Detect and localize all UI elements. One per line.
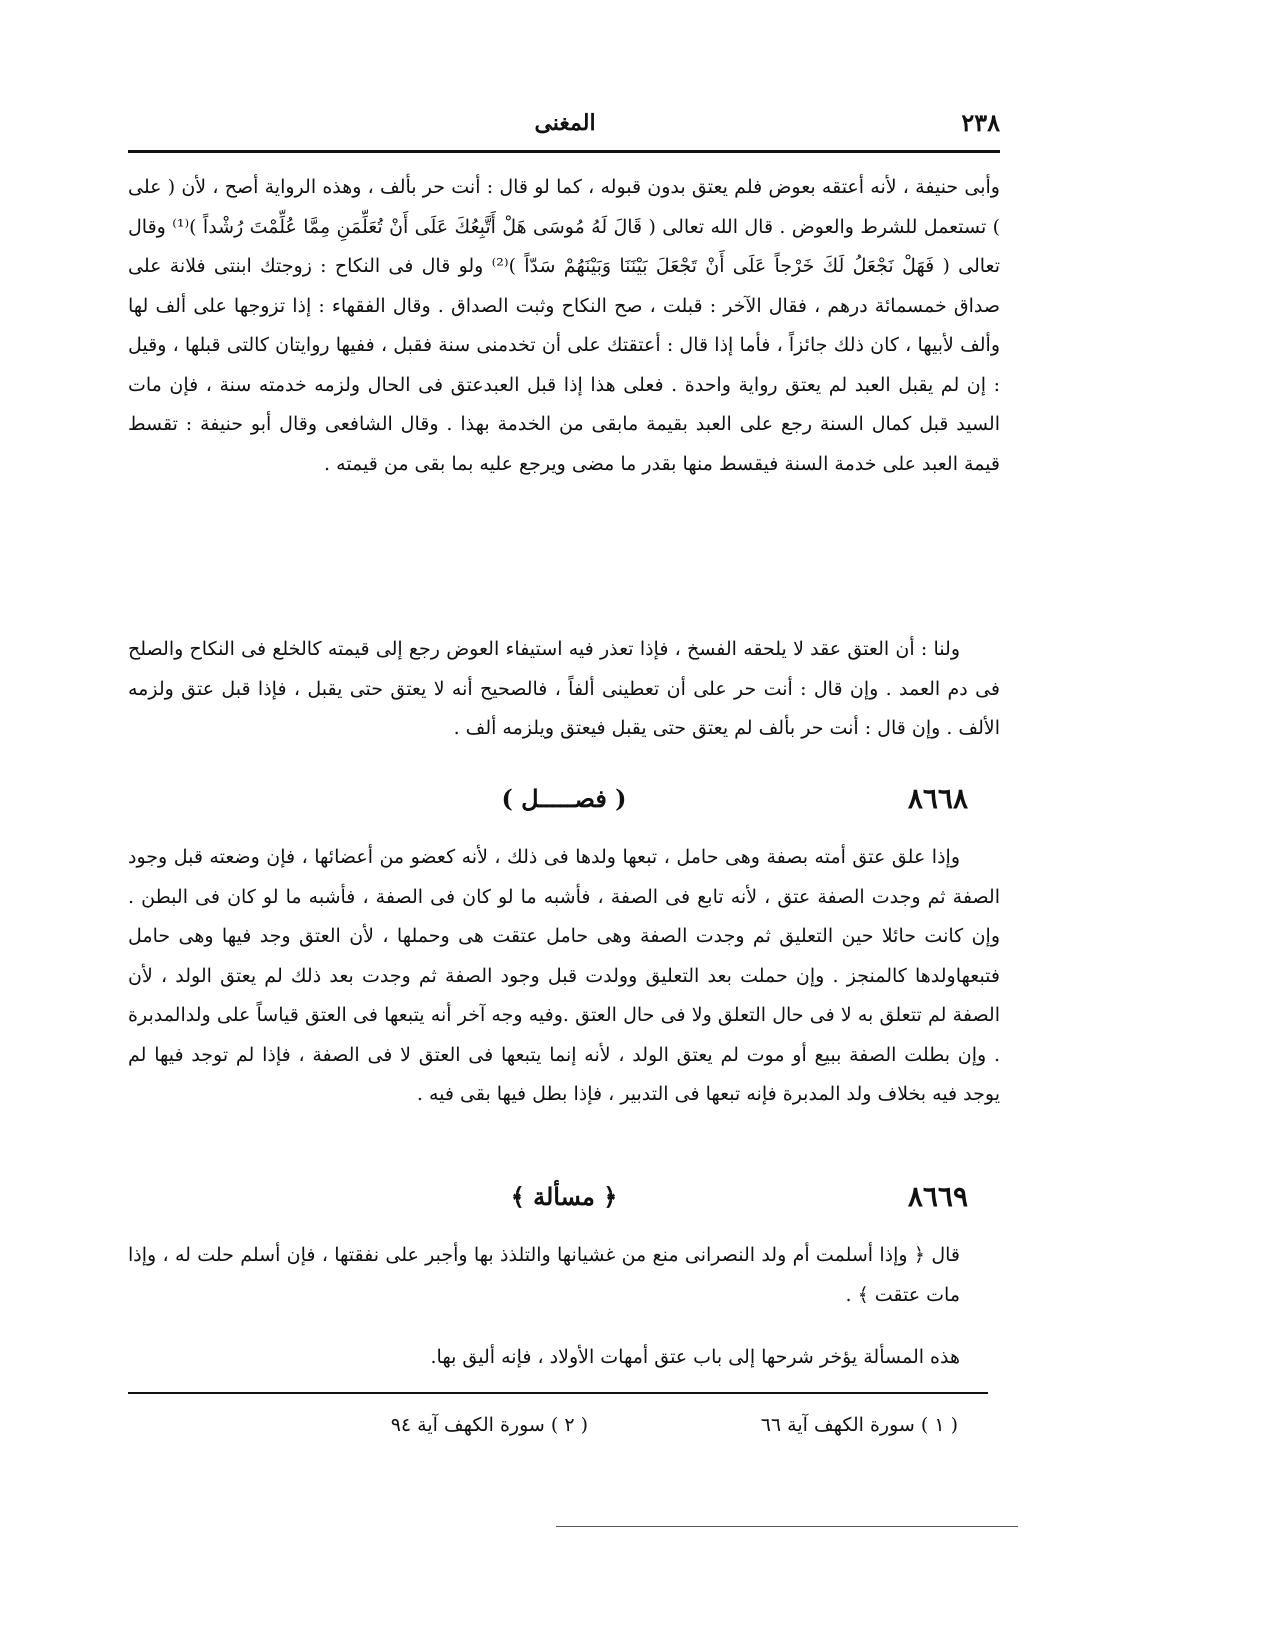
section-number: ٨٦٦٩	[907, 1180, 968, 1213]
paragraph-1: وأبى حنيفة ، لأنه أعتقه بعوض فلم يعتق بدون قبوله ، كما لو قال : أنت حر بألف ، وهذه الرواية أصح ، لأن ( على ) تستعمل للشرط والعوض . قال الله تعالى ( قَالَ لَهُ مُوسَى هَلْ أَتَّبِعُكَ عَلَى أَنْ تُعَلِّمَنِ مِمَّا عُلِّمْتَ رُشْداً )⁽¹⁾ وقال تعالى ( فَهَلْ نَجْعَلُ لَكَ خَرْجاً عَلَى أَنْ تَجْعَلَ بَيْنَنَا وَبَيْنَهُمْ سَدّاً )⁽²⁾ ولو قال فى النكاح : زوجتك ابنتى فلانة على صداق خمسمائة درهم ، فقال الآخر : قبلت ، صح النكاح وثبت الصداق . وقال الفقهاء : إذا تزوجها على ألف لها وألف لأبيها ، كان ذلك جائزاً ، فأما إذا قال : أعتقتك على أن تخدمنى سنة فقبل ، ففيها روايتان كالتى قبلها ، وقيل : إن لم يقبل العبد لم يعتق رواية واحدة . فعلى هذا إذا قبل العبدعتق فى الحال ولزمه خدمته سنة ، فإن مات السيد قبل كمال السنة رجع على العبد بقيمة مابقى من الخدمة بهذا . وقال الشافعى وقال أبو حنيفة : تقسط قيمة العبد على خدمة السنة فيقسط منها بقدر ما مضى ويرجع عليه بما بقى من قيمته .	[128, 176, 1001, 475]
bottom-rule	[556, 1526, 1018, 1527]
footnote-2: ( ٢ ) سورة الكهف آية ٩٤	[390, 1414, 588, 1436]
section-number: ٨٦٦٨	[907, 782, 968, 815]
page-number: ٢٣٨	[961, 108, 1000, 137]
page-header	[130, 108, 1000, 148]
section-8669-commentary: هذه المسألة يؤخر شرحها إلى باب عتق أمهات الأولاد ، فإنه أليق بها.	[430, 1346, 960, 1368]
paragraph-2: ولنا : أن العتق عقد لا يلحقه الفسخ ، فإذا تعذر فيه استيفاء العوض رجع إلى قيمته كالخلع فى النكاح والصلح فى دم العمد . وإن قال : أنت حر على أن تعطينى ألفاً ، فالصحيح أنه لا يعتق حتى يقبل ، فإذا قبل عتق ولزمه الألف . وإن قال : أنت حر بألف لم يعتق حتى يقبل فيعتق ويلزمه ألف .	[128, 638, 1000, 739]
header-rule	[128, 150, 1000, 153]
section-heading-8669	[128, 1180, 1000, 1224]
section-label: ﴿ مسألة ﴾	[510, 1182, 618, 1211]
section-8668-text: وإذا علق عتق أمته بصفة وهى حامل ، تبعها ولدها فى ذلك ، لأنه كعضو من أعضائها ، فإن وضعته قبل وجود الصفة ثم وجدت الصفة عتق ، لأنه تابع فى الصفة ، فأشبه ما لو كان فى الصفة ، فأشبه ما لو كان فى البطن . وإن كانت حائلا حين التعليق ثم وجدت الصفة وهى حامل عتقت هى وحملها ، لأن العتق وجد فيها وهى حامل فتبعهاولدها كالمنجز . وإن حملت بعد التعليق وولدت قبل وجود الصفة ثم وجدت بعد ذلك لم يعتق الولد ، لأن الصفة لم تتعلق به لا فى حال التعلق ولا فى حال العتق .وفيه وجه آخر أنه يتبعها فى العتق قياساً على ولدالمدبرة . وإن بطلت الصفة ببيع أو موت لم يعتق الولد ، لأنه إنما يتبعها فى العتق لا فى الصفة ، فإذا لم توجد فيها لم يوجد فيه بخلاف ولد المدبرة فإنه تبعها فى التدبير ، فإذا بطل فيها بقى فيه .	[128, 846, 1000, 1105]
footnote-1: ( ١ ) سورة الكهف آية ٦٦	[760, 1414, 958, 1436]
footnote-rule	[128, 1392, 988, 1394]
section-heading-8668	[128, 782, 1000, 826]
running-title: المغنى	[534, 110, 596, 136]
section-label: ( فصـــــل )	[501, 784, 627, 813]
section-8669-text: قال ﴿ وإذا أسلمت أم ولد النصرانى منع من غشيانها والتلذذ بها وأجبر على نفقتها ، فإن أسلم حلت له ، وإذا مات عتقت ﴾ .	[128, 1244, 960, 1306]
footnotes	[128, 1414, 988, 1454]
